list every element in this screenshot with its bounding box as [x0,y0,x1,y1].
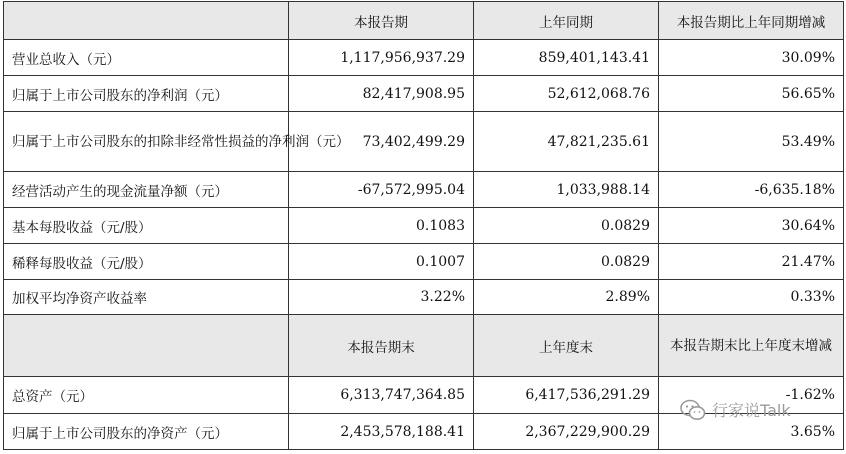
cell-current: 0.1007 [289,244,474,280]
cell-current: -67,572,995.04 [289,172,474,208]
cell-current: 82,417,908.95 [289,76,474,112]
cell-prior: 2,367,229,900.29 [474,414,659,450]
cell-prior: 0.0829 [474,208,659,244]
row-label: 基本每股收益（元/股） [4,208,289,244]
table-row [4,280,844,315]
header-prior-period: 上年同期 [474,2,659,40]
header-change: 本报告期比上年同期增减 [659,2,844,40]
cell-current: 1,117,956,937.29 [289,40,474,76]
header-row [4,2,844,40]
header2-blank-cell [4,315,289,377]
row-label: 营业总收入（元） [4,40,289,76]
row-label: 总资产（元） [4,377,289,414]
table-row [4,112,844,172]
header-current-period: 本报告期 [289,2,474,40]
cell-change: -1.62% [659,377,844,414]
cell-change: 30.64% [659,208,844,244]
cell-change: -6,635.18% [659,172,844,208]
cell-prior: 0.0829 [474,244,659,280]
header-blank-cell [4,2,289,40]
header-prior-year-end: 上年度末 [474,315,659,377]
cell-current: 3.22% [289,280,474,315]
cell-change: 21.47% [659,244,844,280]
cell-prior: 52,612,068.76 [474,76,659,112]
watermark [680,398,791,421]
cell-current: 6,313,747,364.85 [289,377,474,414]
table-row [4,172,844,208]
cell-prior: 6,417,536,291.29 [474,377,659,414]
row-label: 加权平均净资产收益率 [4,280,289,315]
table-row [4,208,844,244]
financial-table [3,1,844,450]
cell-change: 30.09% [659,40,844,76]
cell-current: 0.1083 [289,208,474,244]
cell-prior: 1,033,988.14 [474,172,659,208]
header-period-end: 本报告期末 [289,315,474,377]
row-label: 归属于上市公司股东的扣除非经常性损益的净利润（元） [4,112,289,172]
cell-change: 3.65% [659,414,844,450]
cell-prior: 859,401,143.41 [474,40,659,76]
cell-change: 56.65% [659,76,844,112]
cell-change: 53.49% [659,112,844,172]
cell-prior: 2.89% [474,280,659,315]
row-label: 归属于上市公司股东的净利润（元） [4,76,289,112]
row-label: 经营活动产生的现金流量净额（元） [4,172,289,208]
header-change-2: 本报告期末比上年度末增减 [659,315,844,377]
watermark-text: 行家说Talk [712,401,791,420]
table-row [4,76,844,112]
cell-current: 2,453,578,188.41 [289,414,474,450]
table-row [4,40,844,76]
row-label: 稀释每股收益（元/股） [4,244,289,280]
table-row [4,244,844,280]
row-label: 归属于上市公司股东的净资产（元） [4,414,289,450]
cell-prior: 47,821,235.61 [474,112,659,172]
header-row-2 [4,315,844,377]
wechat-icon [680,399,706,421]
cell-current: 73,402,499.29 [289,112,474,172]
cell-change: 0.33% [659,280,844,315]
